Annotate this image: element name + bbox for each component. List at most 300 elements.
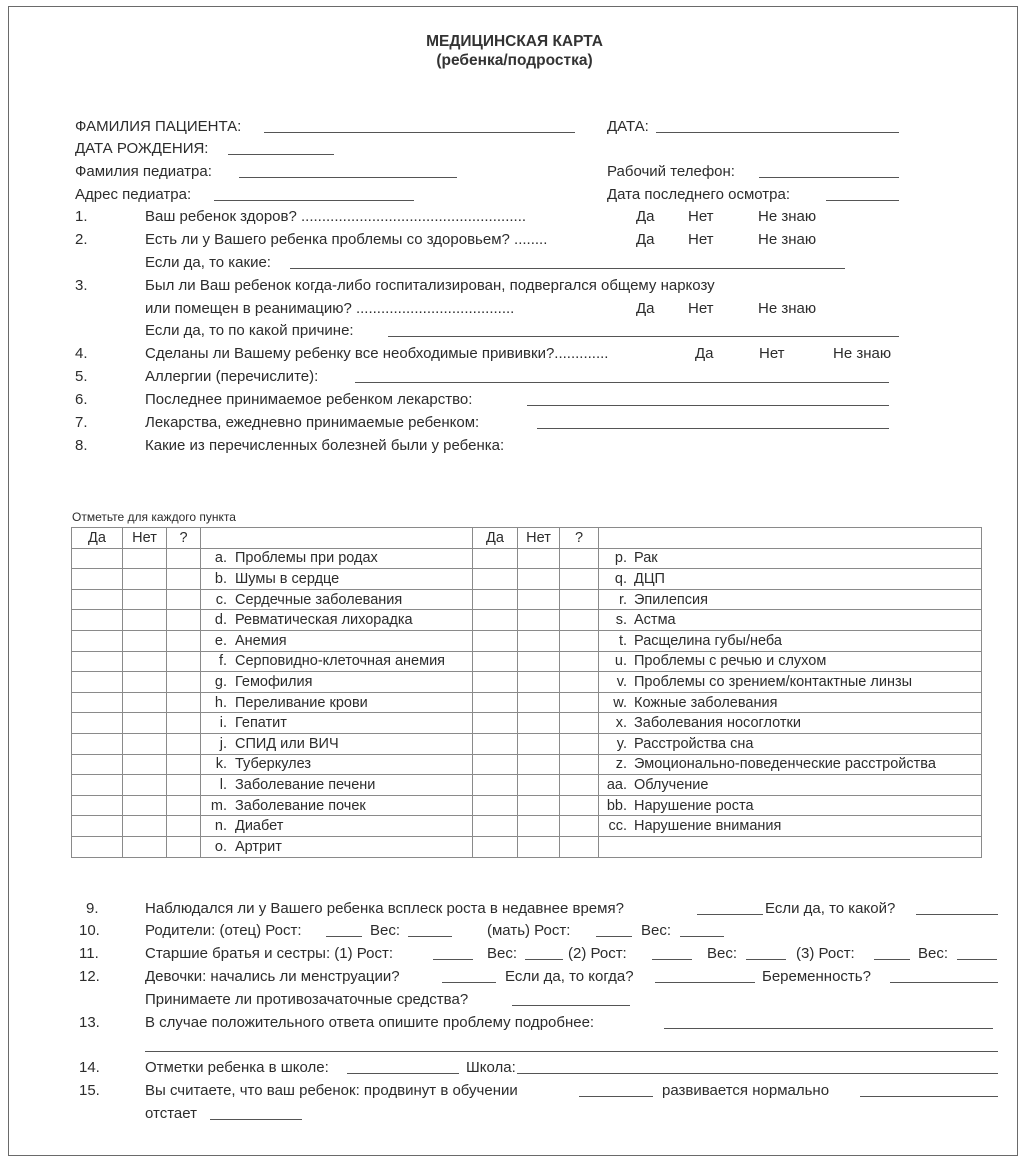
- left-unknown-cell[interactable]: [167, 816, 201, 837]
- right-yes-cell[interactable]: [473, 733, 518, 754]
- q1-no[interactable]: Нет: [688, 208, 714, 225]
- item-letter: r.: [618, 591, 627, 608]
- q9-followup: Если да, то какой?: [765, 900, 896, 917]
- q5-text: Аллергии (перечислите):: [145, 368, 319, 385]
- item-letter: o.: [214, 838, 227, 855]
- sibling2-height-label: (2) Рост:: [568, 945, 627, 962]
- left-unknown-cell[interactable]: [167, 548, 201, 569]
- right-item-cell: [599, 651, 982, 672]
- q3-yes[interactable]: Да: [636, 300, 655, 317]
- q3-text-continued: или помещен в реанимацию? ......................................: [145, 300, 515, 317]
- menstruation-field[interactable]: [442, 982, 496, 983]
- q12-when-label: Если да, то когда?: [505, 968, 634, 985]
- q8-text: Какие из перечисленных болезней были у ребенка:: [145, 437, 505, 454]
- item-label: Заболевания носоглотки: [634, 715, 801, 732]
- left-no-cell[interactable]: [123, 548, 167, 569]
- left-no-cell[interactable]: [123, 713, 167, 734]
- patient-name-label: ФАМИЛИЯ ПАЦИЕНТА:: [75, 118, 242, 135]
- table-row: [72, 775, 982, 796]
- right-yes-cell[interactable]: [473, 589, 518, 610]
- mother-height-field[interactable]: [596, 936, 632, 937]
- sibling2-height-field[interactable]: [652, 959, 692, 960]
- left-unknown-cell[interactable]: [167, 569, 201, 590]
- item-letter: u.: [614, 653, 627, 670]
- right-unknown-cell[interactable]: [560, 775, 599, 796]
- q4-yes[interactable]: Да: [695, 345, 714, 362]
- left-yes-cell[interactable]: [72, 733, 123, 754]
- last-exam-label: Дата последнего осмотра:: [607, 186, 791, 203]
- item-label: Ревматическая лихорадка: [235, 612, 413, 629]
- birth-date-label: ДАТА РОЖДЕНИЯ:: [75, 140, 209, 157]
- item-label: Кожные заболевания: [634, 694, 778, 711]
- item-letter: m.: [210, 797, 227, 814]
- right-no-cell[interactable]: [518, 692, 560, 713]
- left-item-cell: [201, 775, 473, 796]
- right-yes-cell[interactable]: [473, 816, 518, 837]
- father-weight-label: Вес:: [370, 922, 401, 939]
- right-unknown-cell[interactable]: [560, 836, 599, 857]
- left-yes-cell[interactable]: [72, 816, 123, 837]
- item-label: Рак: [634, 550, 658, 567]
- left-item-cell: [201, 610, 473, 631]
- q3-followup-field[interactable]: [388, 336, 899, 337]
- right-yes-cell[interactable]: [473, 548, 518, 569]
- right-item-cell: [599, 816, 982, 837]
- item-letter: aa.: [606, 776, 627, 793]
- table-row: [72, 795, 982, 816]
- left-item-cell: [201, 836, 473, 857]
- item-label: Гемофилия: [235, 673, 313, 690]
- q3-no[interactable]: Нет: [688, 300, 714, 317]
- q4-text: Сделаны ли Вашему ребенку все необходимые прививки?.............: [145, 345, 609, 362]
- table-row: [72, 610, 982, 631]
- work-phone-label: Рабочий телефон:: [607, 163, 735, 180]
- patient-name-field[interactable]: [264, 132, 575, 133]
- pregnancy-field[interactable]: [890, 982, 998, 983]
- item-label: Эмоционально-поведенческие расстройства: [634, 756, 936, 773]
- item-letter: s.: [615, 612, 627, 629]
- birth-date-field[interactable]: [228, 154, 334, 155]
- diseases-table: [71, 527, 982, 858]
- q5-field[interactable]: [355, 382, 889, 383]
- left-yes-cell[interactable]: [72, 692, 123, 713]
- left-yes-cell[interactable]: [72, 651, 123, 672]
- table-row: [72, 836, 982, 857]
- contraception-field[interactable]: [512, 1005, 630, 1006]
- item-letter: z.: [615, 756, 627, 773]
- left-unknown-cell[interactable]: [167, 754, 201, 775]
- table-row: [72, 713, 982, 734]
- table-row: [72, 816, 982, 837]
- right-no-cell[interactable]: [518, 548, 560, 569]
- right-yes-cell[interactable]: [473, 692, 518, 713]
- right-no-cell[interactable]: [518, 754, 560, 775]
- item-letter: v.: [616, 673, 627, 690]
- item-label: Расстройства сна: [634, 735, 754, 752]
- left-yes-cell[interactable]: [72, 610, 123, 631]
- q9-text: Наблюдался ли у Вашего ребенка всплеск роста в недавнее время?: [145, 900, 624, 917]
- q8-number: 8.: [75, 437, 88, 454]
- table-row: [72, 733, 982, 754]
- pediatrician-name-field[interactable]: [239, 177, 457, 178]
- header-blank: [599, 528, 982, 549]
- q7-text: Лекарства, ежедневно принимаемые ребенком:: [145, 414, 480, 431]
- q2-yes[interactable]: Да: [636, 231, 655, 248]
- right-item-cell: [599, 589, 982, 610]
- left-item-cell: [201, 733, 473, 754]
- item-label: Переливание крови: [235, 694, 368, 711]
- right-item-cell: [599, 754, 982, 775]
- grades-field[interactable]: [347, 1073, 459, 1074]
- right-unknown-cell[interactable]: [560, 795, 599, 816]
- right-item-cell: [599, 672, 982, 693]
- q13-number: 13.: [79, 1014, 100, 1031]
- right-item-cell: [599, 569, 982, 590]
- right-no-cell[interactable]: [518, 775, 560, 796]
- table-row: [72, 651, 982, 672]
- q4-no[interactable]: Нет: [759, 345, 785, 362]
- q7-number: 7.: [75, 414, 88, 431]
- item-label: Облучение: [634, 776, 709, 793]
- right-item-cell: [599, 836, 982, 857]
- pregnancy-label: Беременность?: [762, 968, 871, 985]
- right-yes-cell[interactable]: [473, 630, 518, 651]
- sibling3-height-field[interactable]: [874, 959, 910, 960]
- item-letter: h.: [214, 694, 227, 711]
- right-item-cell: [599, 548, 982, 569]
- item-letter: cc.: [608, 818, 627, 835]
- item-label: Гепатит: [235, 715, 287, 732]
- contraception-label: Принимаете ли противозачаточные средства?: [145, 991, 469, 1008]
- q4-number: 4.: [75, 345, 88, 362]
- left-unknown-cell[interactable]: [167, 713, 201, 734]
- left-unknown-cell[interactable]: [167, 630, 201, 651]
- q2-no[interactable]: Нет: [688, 231, 714, 248]
- left-yes-cell[interactable]: [72, 630, 123, 651]
- q9-followup-field[interactable]: [916, 914, 998, 915]
- q9-field[interactable]: [697, 914, 763, 915]
- left-no-cell[interactable]: [123, 816, 167, 837]
- sibling1-height-field[interactable]: [433, 959, 473, 960]
- right-yes-cell[interactable]: [473, 754, 518, 775]
- left-item-cell: [201, 713, 473, 734]
- left-item-cell: [201, 795, 473, 816]
- item-label: Расщелина губы/неба: [634, 632, 782, 649]
- table-row: [72, 692, 982, 713]
- q3-followup: Если да, то по какой причине:: [145, 322, 354, 339]
- left-unknown-cell[interactable]: [167, 836, 201, 857]
- q13-field-line2[interactable]: [145, 1051, 998, 1052]
- left-item-cell: [201, 754, 473, 775]
- item-letter: c.: [215, 591, 227, 608]
- right-no-cell[interactable]: [518, 713, 560, 734]
- right-unknown-cell[interactable]: [560, 548, 599, 569]
- sibling2-weight-field[interactable]: [746, 959, 786, 960]
- left-yes-cell[interactable]: [72, 672, 123, 693]
- item-letter: a.: [214, 550, 227, 567]
- q10-number: 10.: [79, 922, 100, 939]
- left-no-cell[interactable]: [123, 775, 167, 796]
- left-no-cell[interactable]: [123, 733, 167, 754]
- right-item-cell: [599, 775, 982, 796]
- right-unknown-cell[interactable]: [560, 733, 599, 754]
- right-no-cell[interactable]: [518, 630, 560, 651]
- q11-number: 11.: [79, 945, 99, 962]
- mother-height-label: (мать) Рост:: [487, 922, 571, 939]
- left-no-cell[interactable]: [123, 610, 167, 631]
- form-title: [0, 32, 1029, 70]
- q6-field[interactable]: [527, 405, 889, 406]
- left-yes-cell[interactable]: [72, 713, 123, 734]
- q6-text: Последнее принимаемое ребенком лекарство:: [145, 391, 473, 408]
- q2-followup-field[interactable]: [290, 268, 845, 269]
- item-label: Туберкулез: [235, 756, 312, 773]
- right-no-cell[interactable]: [518, 672, 560, 693]
- q14-text: Отметки ребенка в школе:: [145, 1059, 329, 1076]
- left-yes-cell[interactable]: [72, 569, 123, 590]
- left-unknown-cell[interactable]: [167, 651, 201, 672]
- right-unknown-cell[interactable]: [560, 630, 599, 651]
- right-item-cell: [599, 733, 982, 754]
- header-blank: [201, 528, 473, 549]
- item-label: Проблемы при родах: [235, 550, 378, 567]
- q7-field[interactable]: [537, 428, 889, 429]
- header-no: Нет: [123, 528, 167, 549]
- table-header-row: [72, 528, 982, 549]
- q15-text: Вы считаете, что ваш ребенок: продвинут в обучении: [145, 1082, 518, 1099]
- item-label: Эпилепсия: [634, 591, 708, 608]
- left-item-cell: [201, 672, 473, 693]
- sibling1-weight-field[interactable]: [525, 959, 563, 960]
- left-item-cell: [201, 692, 473, 713]
- date-field[interactable]: [656, 132, 899, 133]
- item-label: Астма: [634, 612, 676, 629]
- pediatrician-address-label: Адрес педиатра:: [75, 186, 192, 203]
- q12-when-field[interactable]: [655, 982, 755, 983]
- item-letter: k.: [215, 756, 227, 773]
- right-item-cell: [599, 795, 982, 816]
- right-yes-cell[interactable]: [473, 610, 518, 631]
- left-no-cell[interactable]: [123, 630, 167, 651]
- item-letter: f.: [218, 653, 227, 670]
- q1-dont-know[interactable]: Не знаю: [758, 208, 817, 225]
- left-no-cell[interactable]: [123, 754, 167, 775]
- left-yes-cell[interactable]: [72, 836, 123, 857]
- left-no-cell[interactable]: [123, 651, 167, 672]
- normal-field[interactable]: [860, 1096, 998, 1097]
- right-unknown-cell[interactable]: [560, 589, 599, 610]
- right-no-cell[interactable]: [518, 569, 560, 590]
- right-yes-cell[interactable]: [473, 795, 518, 816]
- page-subtitle: (ребенка/подростка): [436, 52, 593, 69]
- item-label: Шумы в сердце: [235, 570, 340, 587]
- q1-yes[interactable]: Да: [636, 208, 655, 225]
- sibling3-height-label: (3) Рост:: [796, 945, 855, 962]
- item-letter: l.: [219, 776, 227, 793]
- mother-weight-field[interactable]: [680, 936, 724, 937]
- item-letter: t.: [618, 632, 627, 649]
- right-yes-cell[interactable]: [473, 569, 518, 590]
- item-label: Диабет: [235, 818, 284, 835]
- page-title: МЕДИЦИНСКАЯ КАРТА: [426, 33, 603, 50]
- q12-text: Девочки: начались ли менструации?: [145, 968, 400, 985]
- q10-text: Родители: (отец) Рост:: [145, 922, 302, 939]
- right-item-cell: [599, 610, 982, 631]
- item-label: Заболевание печени: [235, 776, 376, 793]
- table-row: [72, 672, 982, 693]
- item-letter: b.: [214, 570, 227, 587]
- right-unknown-cell[interactable]: [560, 692, 599, 713]
- left-item-cell: [201, 651, 473, 672]
- right-unknown-cell[interactable]: [560, 610, 599, 631]
- left-no-cell[interactable]: [123, 589, 167, 610]
- normal-label: развивается нормально: [662, 1082, 830, 1099]
- left-item-cell: [201, 548, 473, 569]
- q2-followup: Если да, то какие:: [145, 254, 271, 271]
- item-label: Заболевание почек: [235, 797, 366, 814]
- school-label: Школа:: [466, 1059, 516, 1076]
- left-no-cell[interactable]: [123, 836, 167, 857]
- q9-number: 9.: [86, 900, 99, 917]
- item-letter: p.: [614, 550, 627, 567]
- left-yes-cell[interactable]: [72, 548, 123, 569]
- item-letter: e.: [214, 632, 227, 649]
- right-no-cell[interactable]: [518, 795, 560, 816]
- item-letter: q.: [614, 570, 627, 587]
- left-item-cell: [201, 569, 473, 590]
- left-item-cell: [201, 816, 473, 837]
- left-yes-cell[interactable]: [72, 775, 123, 796]
- right-unknown-cell[interactable]: [560, 569, 599, 590]
- right-unknown-cell[interactable]: [560, 672, 599, 693]
- q1-number: 1.: [75, 208, 88, 225]
- right-item-cell: [599, 630, 982, 651]
- item-letter: d.: [214, 612, 227, 629]
- q3-text: Был ли Ваш ребенок когда-либо госпитализирован, подвергался общему наркозу: [145, 277, 715, 294]
- right-yes-cell[interactable]: [473, 651, 518, 672]
- left-no-cell[interactable]: [123, 569, 167, 590]
- right-item-cell: [599, 713, 982, 734]
- left-unknown-cell[interactable]: [167, 775, 201, 796]
- right-yes-cell[interactable]: [473, 713, 518, 734]
- left-yes-cell[interactable]: [72, 589, 123, 610]
- table-row: [72, 569, 982, 590]
- left-yes-cell[interactable]: [72, 795, 123, 816]
- left-no-cell[interactable]: [123, 692, 167, 713]
- right-unknown-cell[interactable]: [560, 816, 599, 837]
- item-label: Нарушение внимания: [634, 818, 782, 835]
- item-label: СПИД или ВИЧ: [235, 735, 339, 752]
- father-weight-field[interactable]: [408, 936, 452, 937]
- q2-text: Есть ли у Вашего ребенка проблемы со здоровьем? ........: [145, 231, 548, 248]
- right-item-cell: [599, 692, 982, 713]
- right-no-cell[interactable]: [518, 733, 560, 754]
- last-exam-field[interactable]: [826, 200, 899, 201]
- right-yes-cell[interactable]: [473, 775, 518, 796]
- q1-text: Ваш ребенок здоров? ......................................................: [145, 208, 527, 225]
- right-yes-cell[interactable]: [473, 836, 518, 857]
- left-no-cell[interactable]: [123, 795, 167, 816]
- right-no-cell[interactable]: [518, 589, 560, 610]
- left-unknown-cell[interactable]: [167, 795, 201, 816]
- header-yes: Да: [72, 528, 123, 549]
- table-row: [72, 548, 982, 569]
- right-unknown-cell[interactable]: [560, 651, 599, 672]
- left-item-cell: [201, 589, 473, 610]
- left-item-cell: [201, 630, 473, 651]
- mother-weight-label: Вес:: [641, 922, 672, 939]
- table-row: [72, 630, 982, 651]
- left-unknown-cell[interactable]: [167, 589, 201, 610]
- work-phone-field[interactable]: [759, 177, 899, 178]
- item-letter: x.: [615, 715, 627, 732]
- left-unknown-cell[interactable]: [167, 692, 201, 713]
- item-label: Серповидно-клеточная анемия: [235, 653, 446, 670]
- pediatrician-address-field[interactable]: [214, 200, 414, 201]
- date-label: ДАТА:: [607, 118, 649, 135]
- item-letter: g.: [214, 673, 227, 690]
- q2-dont-know[interactable]: Не знаю: [758, 231, 817, 248]
- item-label: Сердечные заболевания: [235, 591, 403, 608]
- left-yes-cell[interactable]: [72, 754, 123, 775]
- right-unknown-cell[interactable]: [560, 754, 599, 775]
- q2-number: 2.: [75, 231, 88, 248]
- advanced-field[interactable]: [579, 1096, 653, 1097]
- left-no-cell[interactable]: [123, 672, 167, 693]
- sibling2-weight-label: Вес:: [707, 945, 738, 962]
- table-caption: Отметьте для каждого пункта: [72, 510, 236, 524]
- left-unknown-cell[interactable]: [167, 672, 201, 693]
- item-label: Проблемы со зрением/контактные линзы: [634, 673, 913, 690]
- sibling3-weight-label: Вес:: [918, 945, 949, 962]
- left-unknown-cell[interactable]: [167, 733, 201, 754]
- right-no-cell[interactable]: [518, 610, 560, 631]
- pediatrician-name-label: Фамилия педиатра:: [75, 163, 212, 180]
- behind-label: отстает: [145, 1105, 197, 1122]
- q11-text: Старшие братья и сестры: (1) Рост:: [145, 945, 394, 962]
- father-height-field[interactable]: [326, 936, 362, 937]
- right-no-cell[interactable]: [518, 651, 560, 672]
- behind-field[interactable]: [210, 1119, 302, 1120]
- item-label: Анемия: [235, 632, 287, 649]
- sibling3-weight-field[interactable]: [957, 959, 997, 960]
- item-label: Нарушение роста: [634, 797, 754, 814]
- q3-number: 3.: [75, 277, 88, 294]
- q13-field[interactable]: [664, 1028, 993, 1029]
- right-no-cell[interactable]: [518, 836, 560, 857]
- header-no: Нет: [518, 528, 560, 549]
- left-unknown-cell[interactable]: [167, 610, 201, 631]
- q3-dont-know[interactable]: Не знаю: [758, 300, 817, 317]
- school-field[interactable]: [517, 1073, 998, 1074]
- q4-dont-know[interactable]: Не знаю: [833, 345, 892, 362]
- item-label: ДЦП: [634, 570, 665, 587]
- right-unknown-cell[interactable]: [560, 713, 599, 734]
- right-yes-cell[interactable]: [473, 672, 518, 693]
- q6-number: 6.: [75, 391, 88, 408]
- item-letter: n.: [214, 818, 227, 835]
- q14-number: 14.: [79, 1059, 100, 1076]
- q5-number: 5.: [75, 368, 88, 385]
- header-yes: Да: [473, 528, 518, 549]
- sibling1-weight-label: Вес:: [487, 945, 518, 962]
- q15-number: 15.: [79, 1082, 100, 1099]
- q12-number: 12.: [79, 968, 100, 985]
- item-label: Артрит: [235, 838, 282, 855]
- q13-text: В случае положительного ответа опишите проблему подробнее:: [145, 1014, 595, 1031]
- item-label: Проблемы с речью и слухом: [634, 653, 827, 670]
- right-no-cell[interactable]: [518, 816, 560, 837]
